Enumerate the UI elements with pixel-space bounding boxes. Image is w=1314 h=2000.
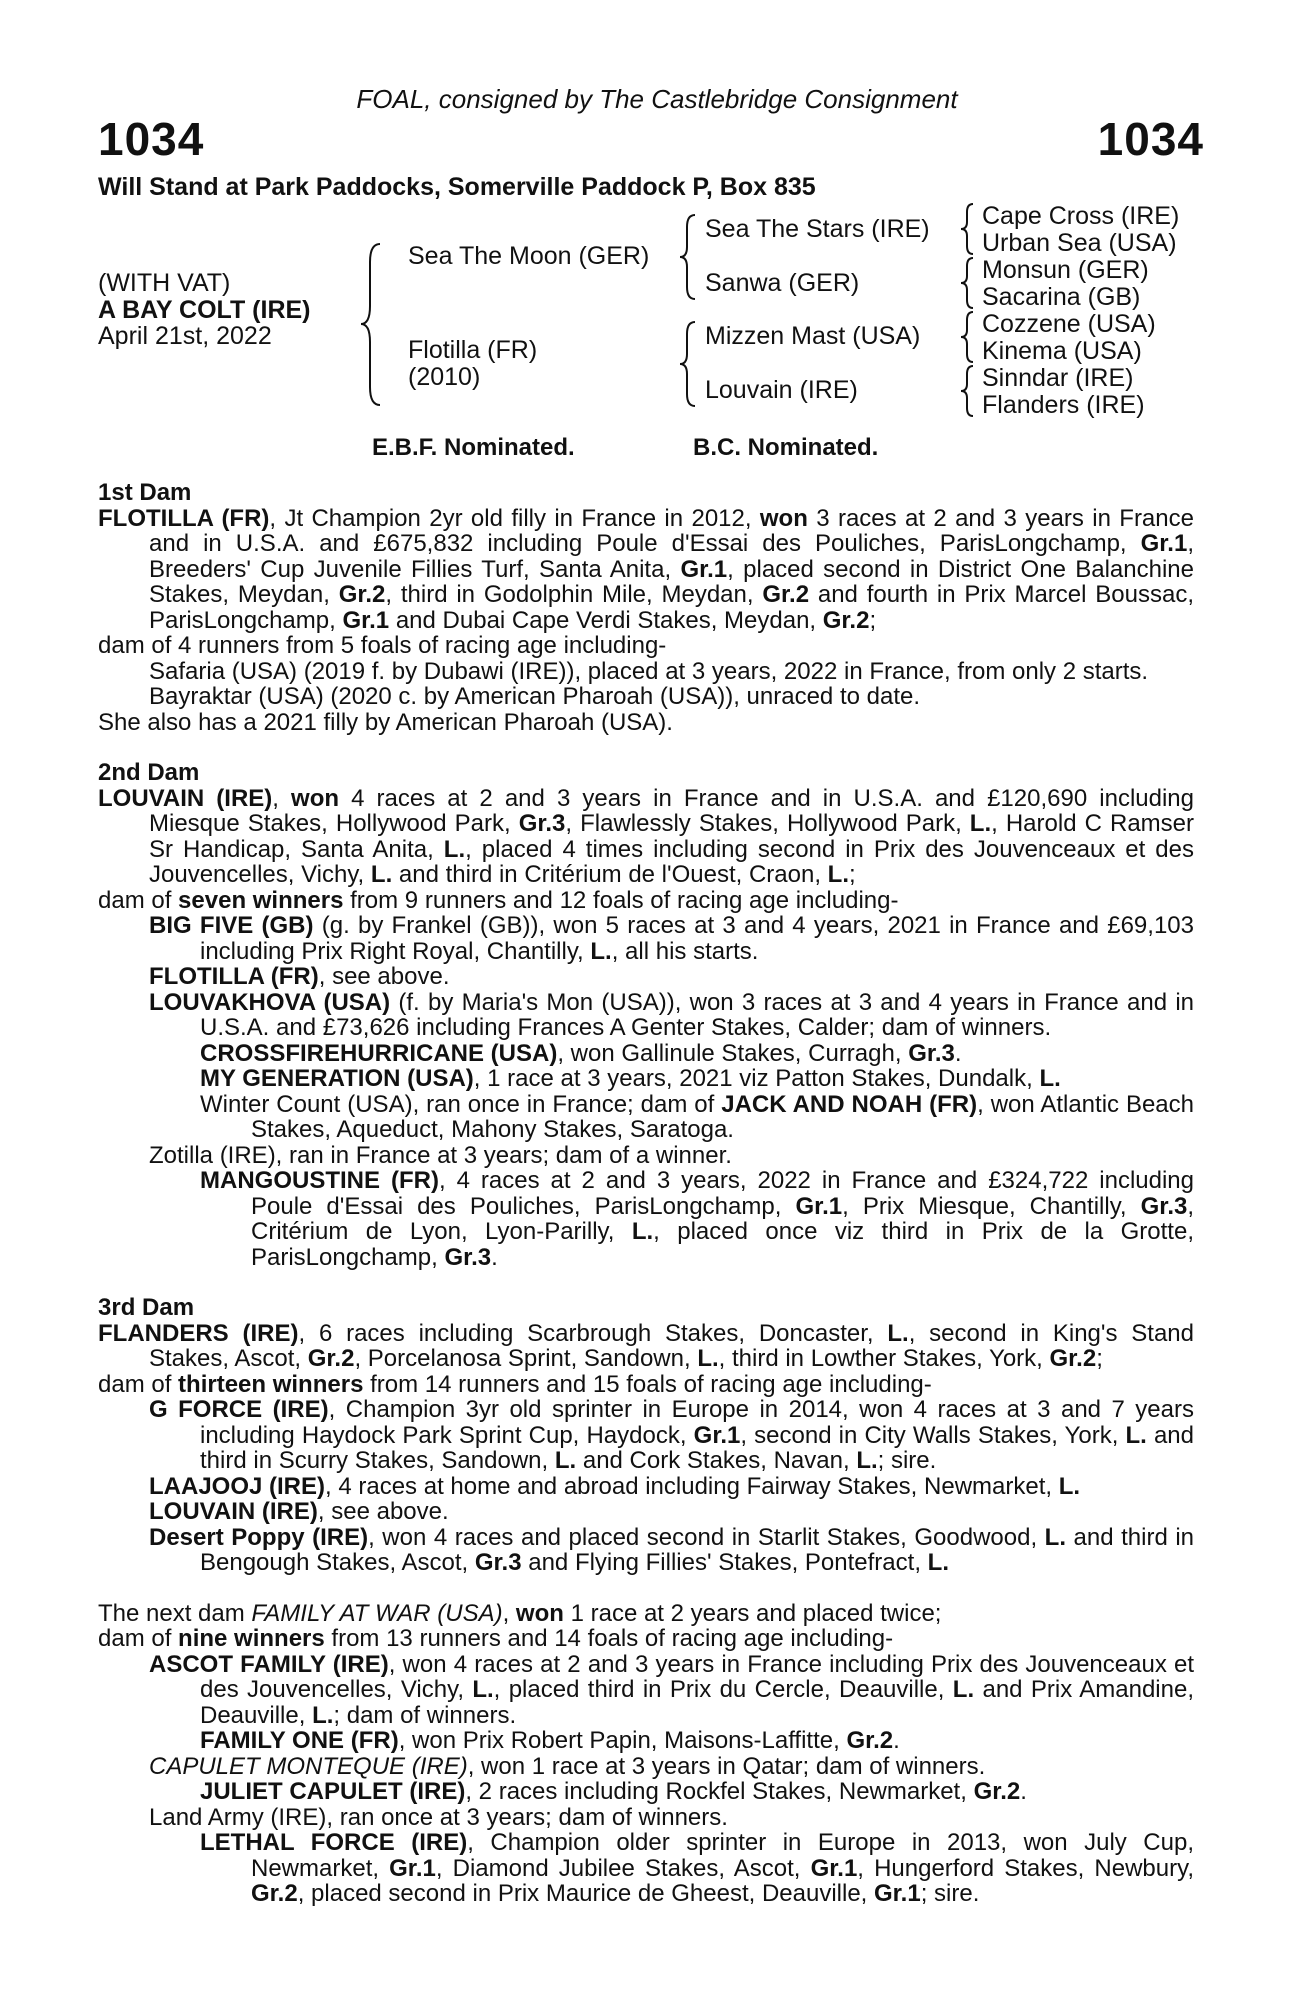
first-dam-summary: dam of 4 runners from 5 foals of racing age including-: [98, 632, 667, 659]
next-dam-produce-3: Land Army (IRE), ran once at 3 years; dam of winners.: [149, 1803, 728, 1831]
second-dam-grandproduce-1: CROSSFIREHURRICANE (USA), won Gallinule Stakes, Curragh, Gr.3.: [200, 1039, 962, 1067]
pedigree-g4: Sacarina (GB): [982, 283, 1141, 311]
pedigree-g1: Cape Cross (IRE): [982, 202, 1180, 230]
second-dam-summary: dam of seven winners from 9 runners and 12 foals of racing age including-: [98, 886, 899, 914]
lot-number-right: 1034: [1097, 113, 1204, 165]
next-dam-grandproduce-3: LETHAL FORCE (IRE), Champion older sprinter in Europe in 2013, won July Cup, Newmarket, Gr.1, Diamond Jubilee Stakes, Ascot, Gr.1, Hungerford Stakes, Newbury, Gr.2, placed second in Prix Maurice de Gheest, Deauville, Gr.1; sire.: [200, 1829, 1194, 1907]
pedigree-brace-6: [958, 310, 978, 364]
pedigree-dam-sire: Mizzen Mast (USA): [705, 322, 921, 350]
ebf-nomination: E.B.F. Nominated.: [372, 434, 575, 461]
third-dam-summary: dam of thirteen winners from 14 runners and 15 foals of racing age including-: [98, 1370, 932, 1398]
produce-record: [98, 480, 1194, 1907]
bc-nomination: B.C. Nominated.: [693, 434, 879, 461]
lot-number-left: 1034: [98, 113, 205, 165]
horse-name: A BAY COLT (IRE): [98, 296, 311, 324]
pedigree-g7: Sinndar (IRE): [982, 364, 1134, 392]
pedigree-sire-sire: Sea The Stars (IRE): [705, 215, 930, 243]
third-dam-record: FLANDERS (IRE), 6 races including Scarbrough Stakes, Doncaster, L., second in King's Stand Stakes, Ascot, Gr.2, Porcelanosa Sprint, Sandown, L., third in Lowther Stakes, York, Gr.2;: [98, 1319, 1194, 1372]
second-dam-grandproduce-2: MY GENERATION (USA), 1 race at 3 years, 2021 viz Patton Stakes, Dundalk, L.: [200, 1065, 1061, 1092]
second-dam-produce-2: FLOTILLA (FR), see above.: [149, 963, 450, 990]
first-dam-produce-1: Safaria (USA) (2019 f. by Dubawi (IRE)), placed at 3 years, 2022 in France, from only 2 starts.: [149, 657, 1149, 685]
pedigree-g3: Monsun (GER): [982, 256, 1149, 284]
pedigree-g8: Flanders (IRE): [982, 391, 1145, 419]
second-dam-grandproduce-3: Winter Count (USA), ran once in France; dam of JACK AND NOAH (FR), won Atlantic Beach Stakes, Aqueduct, Mahony Stakes, Saratoga.: [200, 1090, 1195, 1143]
next-dam-produce-1: ASCOT FAMILY (IRE), won 4 races at 2 and 3 years in France including Prix des Jouvenceaux et des Jouvencelles, Vichy, L., placed third in Prix du Cercle, Deauville, L. and Prix Amandine, Deauville, L.; dam of winners.: [149, 1650, 1195, 1729]
second-dam-produce-4: Zotilla (IRE), ran in France at 3 years; dam of a winner.: [149, 1141, 732, 1169]
first-dam-produce-2: Bayraktar (USA) (2020 c. by American Pharoah (USA)), unraced to date.: [149, 683, 921, 710]
second-dam-produce-1: BIG FIVE (GB) (g. by Frankel (GB)), won 5 races at 3 and 4 years, 2021 in France and £69,103 including Prix Right Royal, Chantilly, L., all his starts.: [149, 912, 1194, 965]
second-dam-grandproduce-4: MANGOUSTINE (FR), 4 races at 2 and 3 years, 2022 in France and £324,722 including Poule d'Essai des Pouliches, ParisLongchamp, Gr.1, Prix Miesque, Chantilly, Gr.3, Critérium de Lyon, Lyon-Parilly, L., placed once viz third in Prix de la Grotte, ParisLongchamp, Gr.3.: [200, 1167, 1195, 1271]
pedigree-brace-7: [958, 364, 978, 418]
next-dam-record: The next dam FAMILY AT WAR (USA), won 1 race at 2 years and placed twice;: [98, 1599, 942, 1627]
next-dam-produce-2: CAPULET MONTEQUE (IRE), won 1 race at 3 years in Qatar; dam of winners.: [149, 1752, 986, 1780]
first-dam-note: She also has a 2021 filly by American Pharoah (USA).: [98, 708, 673, 736]
second-dam-produce-3: LOUVAKHOVA (USA) (f. by Maria's Mon (USA)), won 3 races at 3 and 4 years in France and in U.S.A. and £73,626 including Frances A Genter Stakes, Calder; dam of winners.: [149, 988, 1195, 1041]
first-dam-record: FLOTILLA (FR), Jt Champion 2yr old filly in France in 2012, won 3 races at 2 and 3 years in France and in U.S.A. and £675,832 including Poule d'Essai des Pouliches, ParisLongchamp, Gr.1, Breeders' Cup Juvenile Fillies Turf, Santa Anita, Gr.1, placed second in District One Balanchine Stakes, Meydan, Gr.2, third in Godolphin Mile, Meydan, Gr.2 and fourth in Prix Marcel Boussac, ParisLongchamp, Gr.1 and Dubai Cape Verdi Stakes, Meydan, Gr.2;: [98, 504, 1194, 634]
third-dam-heading: 3rd Dam: [98, 1294, 195, 1321]
third-dam-produce-4: Desert Poppy (IRE), won 4 races and placed second in Starlit Stakes, Goodwood, L. and third in Bengough Stakes, Ascot, Gr.3 and Flying Fillies' Stakes, Pontefract, L.: [149, 1523, 1195, 1576]
pedigree-g6: Kinema (USA): [982, 337, 1142, 365]
foaling-date: April 21st, 2022: [98, 322, 272, 350]
pedigree-dam-dam: Louvain (IRE): [705, 376, 858, 404]
pedigree-brace-2: [677, 213, 701, 301]
pedigree-brace-3: [677, 320, 701, 408]
consignment-line: FOAL, consigned by The Castlebridge Consignment: [356, 84, 958, 114]
second-dam-record: LOUVAIN (IRE), won 4 races at 2 and 3 years in France and in U.S.A. and £120,690 including Miesque Stakes, Hollywood Park, Gr.3, Flawlessly Stakes, Hollywood Park, L., Harold C Ramser Sr Handicap, Santa Anita, L., placed 4 times including second in Prix des Jouvenceaux et des Jouvencelles, Vichy, L. and third in Critérium de l'Ouest, Craon, L.;: [98, 784, 1194, 888]
pedigree-brace-4: [958, 202, 978, 256]
vat-note: (WITH VAT): [98, 269, 231, 297]
pedigree-dam-year: (2010): [408, 363, 481, 391]
pedigree-dam-name: Flotilla (FR): [408, 336, 538, 364]
next-dam-grandproduce-2: JULIET CAPULET (IRE), 2 races including Rockfel Stakes, Newmarket, Gr.2.: [200, 1778, 1027, 1805]
next-dam-grandproduce-1: FAMILY ONE (FR), won Prix Robert Papin, Maisons-Laffitte, Gr.2.: [200, 1727, 900, 1754]
pedigree-g5: Cozzene (USA): [982, 310, 1156, 338]
stand-location: Will Stand at Park Paddocks, Somerville Paddock P, Box 835: [98, 173, 816, 201]
third-dam-produce-3: LOUVAIN (IRE), see above.: [149, 1498, 449, 1525]
next-dam-summary: dam of nine winners from 13 runners and 14 foals of racing age including-: [98, 1625, 894, 1652]
second-dam-heading: 2nd Dam: [98, 759, 200, 786]
first-dam-heading: 1st Dam: [98, 479, 192, 506]
pedigree-sire: Sea The Moon (GER): [408, 242, 650, 270]
pedigree-brace-1: [358, 242, 388, 407]
third-dam-produce-2: LAAJOOJ (IRE), 4 races at home and abroad including Fairway Stakes, Newmarket, L.: [149, 1472, 1081, 1500]
pedigree-sire-dam: Sanwa (GER): [705, 269, 860, 297]
pedigree-brace-5: [958, 256, 978, 310]
pedigree-g2: Urban Sea (USA): [982, 229, 1177, 257]
third-dam-produce-1: G FORCE (IRE), Champion 3yr old sprinter in Europe in 2014, won 4 races at 3 and 7 years including Haydock Park Sprint Cup, Haydock, Gr.1, second in City Walls Stakes, York, L. and third in Scurry Stakes, Sandown, L. and Cork Stakes, Navan, L.; sire.: [149, 1396, 1194, 1474]
